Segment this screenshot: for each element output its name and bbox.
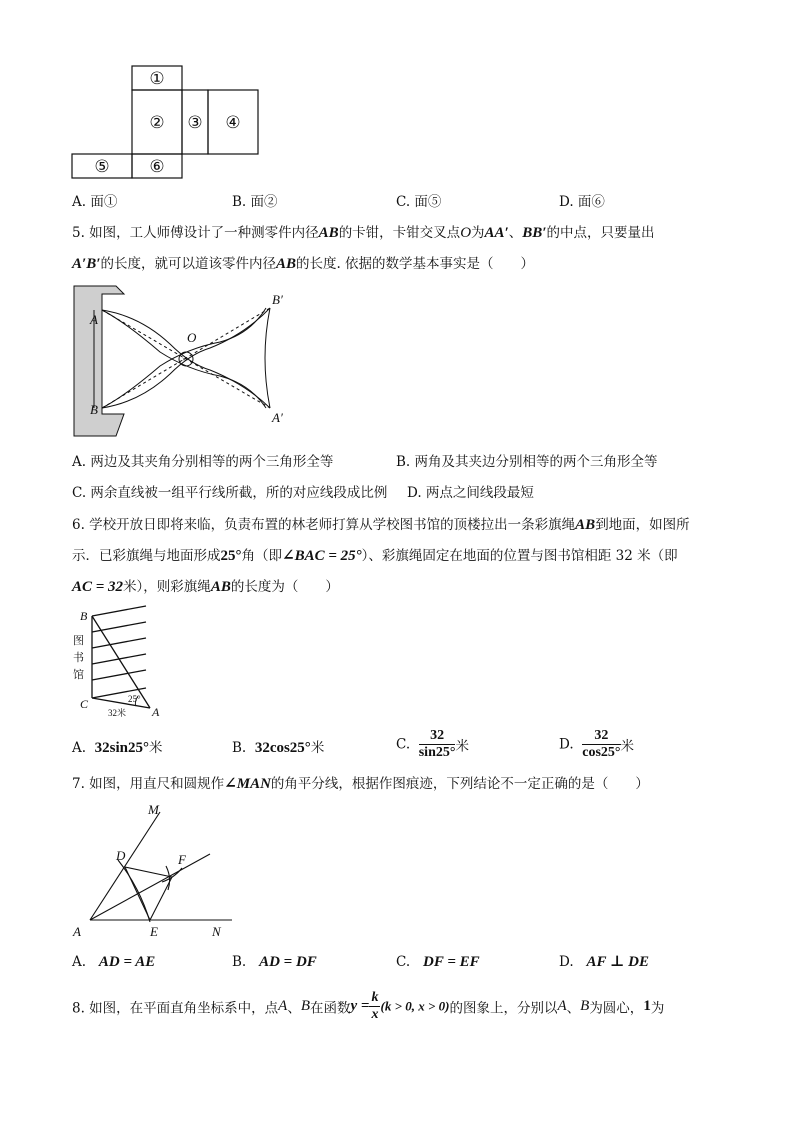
lib-label-b: B [80, 609, 88, 623]
q6-line-2: 示．已彩旗绳与地面形成25°角（即∠BAC = 25°）、彩旗绳固定在地面的位置与图书馆相距 32 米（即 [72, 548, 678, 564]
q6-option-c: C. $\frac{32}{\sin 25^\circ}$ 米 [396, 728, 469, 760]
net-label-3: ③ [187, 113, 203, 132]
bisector-figure [70, 800, 240, 940]
caliper-label-o: O [187, 330, 197, 345]
lib-label-guan: 馆 [73, 669, 84, 681]
q6-option-b: B. 32cos25°米 [232, 740, 325, 756]
lib-label-tu: 图 [73, 635, 84, 647]
net-label-5: ⑤ [94, 157, 110, 176]
lib-label-a: A [152, 705, 160, 719]
q8-line-1: 8. 如图，在平面直角坐标系中，点A、B在函数y = $\frac{k}{x}$ (k > 0, x > 0)的图象上，分别以A、B为圆心，1为 [72, 990, 665, 1022]
net-label-1: ① [149, 69, 165, 88]
q7-option-d: D. AF ⊥ DE [559, 954, 649, 970]
q7-option-c: C. DF = EF [396, 954, 480, 970]
lib-label-c: C [80, 697, 89, 711]
q6-line-1: 6. 学校开放日即将来临，负责布置的林老师打算从学校图书馆的顶楼拉出一条彩旗绳AB到地面，如图所 [72, 517, 690, 533]
q4-option-b: B. 面② [232, 194, 278, 210]
q4-option-c: C. 面⑤ [396, 194, 442, 210]
q5-line-1: 5. 如图，工人师傅设计了一种测零件内径AB的卡钳，卡钳交叉点O为AA′、BB′的中点，只要量出 [72, 225, 655, 241]
q5-option-d: D. 两点之间线段最短 [407, 485, 534, 501]
cube-net-figure [70, 64, 262, 180]
q6-line-3: AC = 32米），则彩旗绳AB的长度为（ ） [72, 579, 339, 595]
bisector-label-e: E [150, 924, 158, 939]
bisector-label-n: N [212, 924, 221, 939]
lib-label-shu: 书 [73, 652, 84, 664]
caliper-figure [70, 284, 300, 444]
bisector-label-a: A [73, 924, 81, 939]
caliper-label-a: A [90, 312, 98, 327]
lib-label-dist: 32米 [108, 708, 127, 718]
caliper-label-ap: A′ [272, 410, 283, 425]
q5-option-a: A. 两边及其夹角分别相等的两个三角形全等 [72, 454, 334, 470]
q4-option-a: A. 面① [72, 194, 118, 210]
bisector-label-d: D [116, 848, 126, 863]
caliper-label-b: B [90, 402, 98, 417]
q5-line-2: A′B′的长度，就可以道该零件内径AB的长度. 依据的数学基本事实是（ ） [72, 256, 535, 272]
q5-option-c: C. 两余直线被一组平行线所截，所的对应线段成比例 [72, 485, 388, 501]
net-label-4: ④ [225, 113, 241, 132]
q4-option-d: D. 面⑥ [559, 194, 605, 210]
q6-option-d: D. $\frac{32}{\cos 25^\circ}$ 米 [559, 728, 634, 760]
net-label-6: ⑥ [149, 157, 165, 176]
net-label-2: ② [149, 113, 165, 132]
q5-option-b: B. 两角及其夹边分别相等的两个三角形全等 [396, 454, 658, 470]
library-figure [70, 604, 180, 722]
lib-label-angle: 25° [128, 694, 141, 704]
bisector-label-m: M [148, 802, 159, 817]
q7-option-b: B. AD = DF [232, 954, 317, 970]
caliper-label-bp: B′ [272, 292, 283, 307]
q7-line-1: 7. 如图，用直尺和圆规作∠MAN的角平分线，根据作图痕迹，下列结论不一定正确的是（ ） [72, 776, 649, 792]
q7-option-a: A. AD = AE [72, 954, 156, 970]
q6-option-a: A. 32sin25°米 [72, 740, 163, 756]
bisector-label-f: F [178, 852, 186, 867]
svg-text:×: × [181, 355, 187, 364]
